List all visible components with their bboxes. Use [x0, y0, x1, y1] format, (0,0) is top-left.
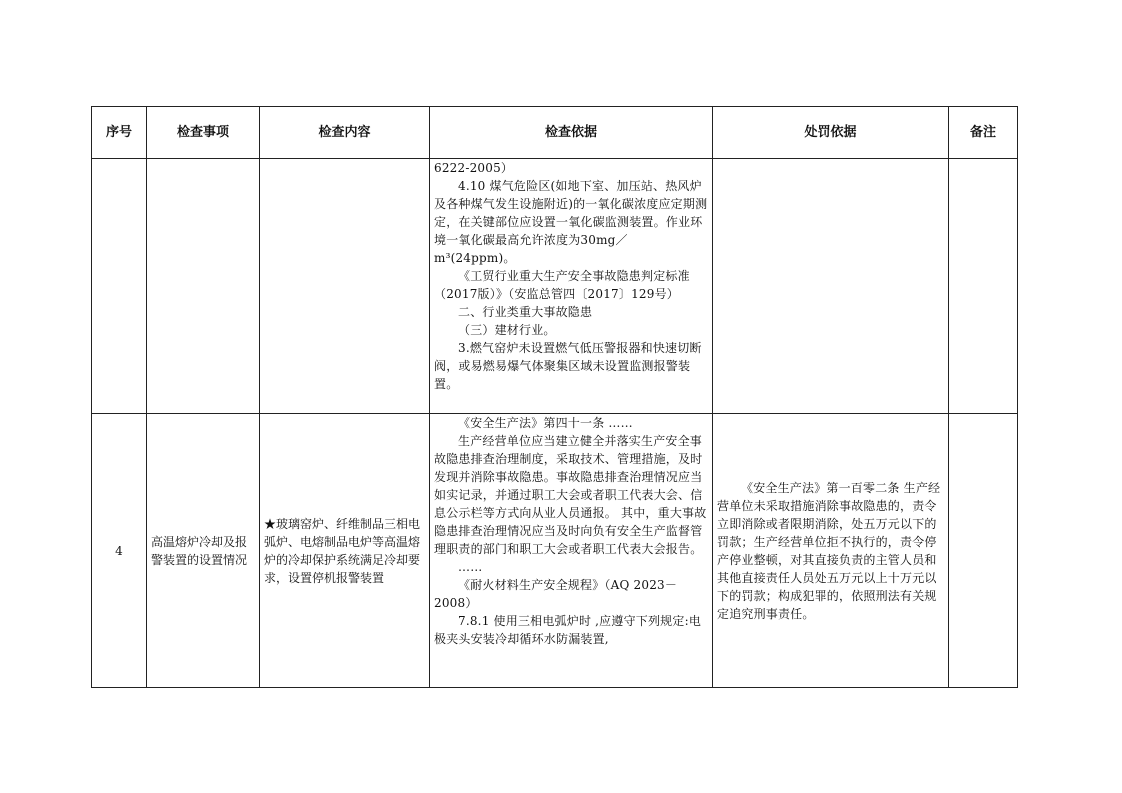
- basis-paragraph: ……: [458, 560, 483, 574]
- cell-seq: [92, 159, 147, 414]
- cell-content: [260, 159, 430, 414]
- cell-remark: [949, 159, 1018, 414]
- basis-paragraph: 4.10 煤气危险区(如地下室、加压站、热风炉及各种煤气发生设施附近)的一氧化碳浓度应定期测定，在关键部位应设置一氧化碳监测装置。作业环境一氧化碳最高允许浓度为30mg／m³(24ppm)。: [434, 179, 708, 265]
- header-item: 检查事项: [147, 107, 260, 159]
- basis-paragraph: 《安全生产法》第四十一条 ……: [458, 416, 633, 430]
- header-penalty: 处罚依据: [713, 107, 949, 159]
- inspection-table: [91, 106, 1018, 688]
- cell-remark: [949, 414, 1018, 688]
- header-seq: 序号: [92, 107, 147, 159]
- header-remark: 备注: [949, 107, 1018, 159]
- cell-item: 高温熔炉冷却及报警装置的设置情况: [147, 414, 260, 688]
- cell-content: ★玻璃窑炉、纤维制品三相电弧炉、电熔制品电炉等高温熔炉的冷却保护系统满足冷却要求，设置停机报警装置: [260, 414, 430, 688]
- cell-basis: [430, 414, 713, 688]
- basis-paragraph: 《工贸行业重大生产安全事故隐患判定标准（2017版）》（安监总管四〔2017〕129号）: [434, 269, 690, 301]
- basis-paragraph: 《耐火材料生产安全规程》（AQ 2023－2008）: [434, 578, 678, 610]
- basis-paragraph: 6222-2005）: [434, 161, 514, 175]
- header-row: [92, 107, 1018, 159]
- cell-penalty: [713, 414, 949, 688]
- basis-paragraph: （三）建材行业。: [458, 323, 556, 337]
- cell-penalty: [713, 159, 949, 414]
- table-row: [92, 159, 1018, 414]
- cell-seq: 4: [92, 414, 147, 688]
- basis-paragraph: 二、行业类重大事故隐患: [458, 305, 593, 319]
- penalty-paragraph: 《安全生产法》第一百零二条 生产经营单位未采取措施消除事故隐患的，责令立即消除或者限期消除，处五万元以下的罚款；生产经营单位拒不执行的，责令停产停业整顿，对其直接负责的主管人员和其他直接责任人员处五万元以上十万元以下的罚款；构成犯罪的，依照刑法有关规定追究刑事责任。: [717, 480, 941, 621]
- basis-paragraph: 生产经营单位应当建立健全并落实生产安全事故隐患排查治理制度，采取技术、管理措施，及时发现并消除事故隐患。事故隐患排查治理情况应当如实记录，并通过职工大会或者职工代表大会、信息公示栏等方式向从业人员通报。 其中，重大事故隐患排查治理情况应当及时向负有安全生产监督管理职责的部门和职工大会或者职工代表大会报告。: [434, 434, 707, 556]
- basis-paragraph: 3.燃气窑炉未设置燃气低压警报器和快速切断阀，或易燃易爆气体聚集区域未设置监测报警装置。: [434, 341, 702, 391]
- header-basis: 检查依据: [430, 107, 713, 159]
- basis-paragraph: 7.8.1 使用三相电弧炉时 ,应遵守下列规定:电极夹头安装冷却循环水防漏装置,: [434, 614, 702, 646]
- table-row: [92, 414, 1018, 688]
- header-content: 检查内容: [260, 107, 430, 159]
- cell-item: [147, 159, 260, 414]
- cell-basis: [430, 159, 713, 414]
